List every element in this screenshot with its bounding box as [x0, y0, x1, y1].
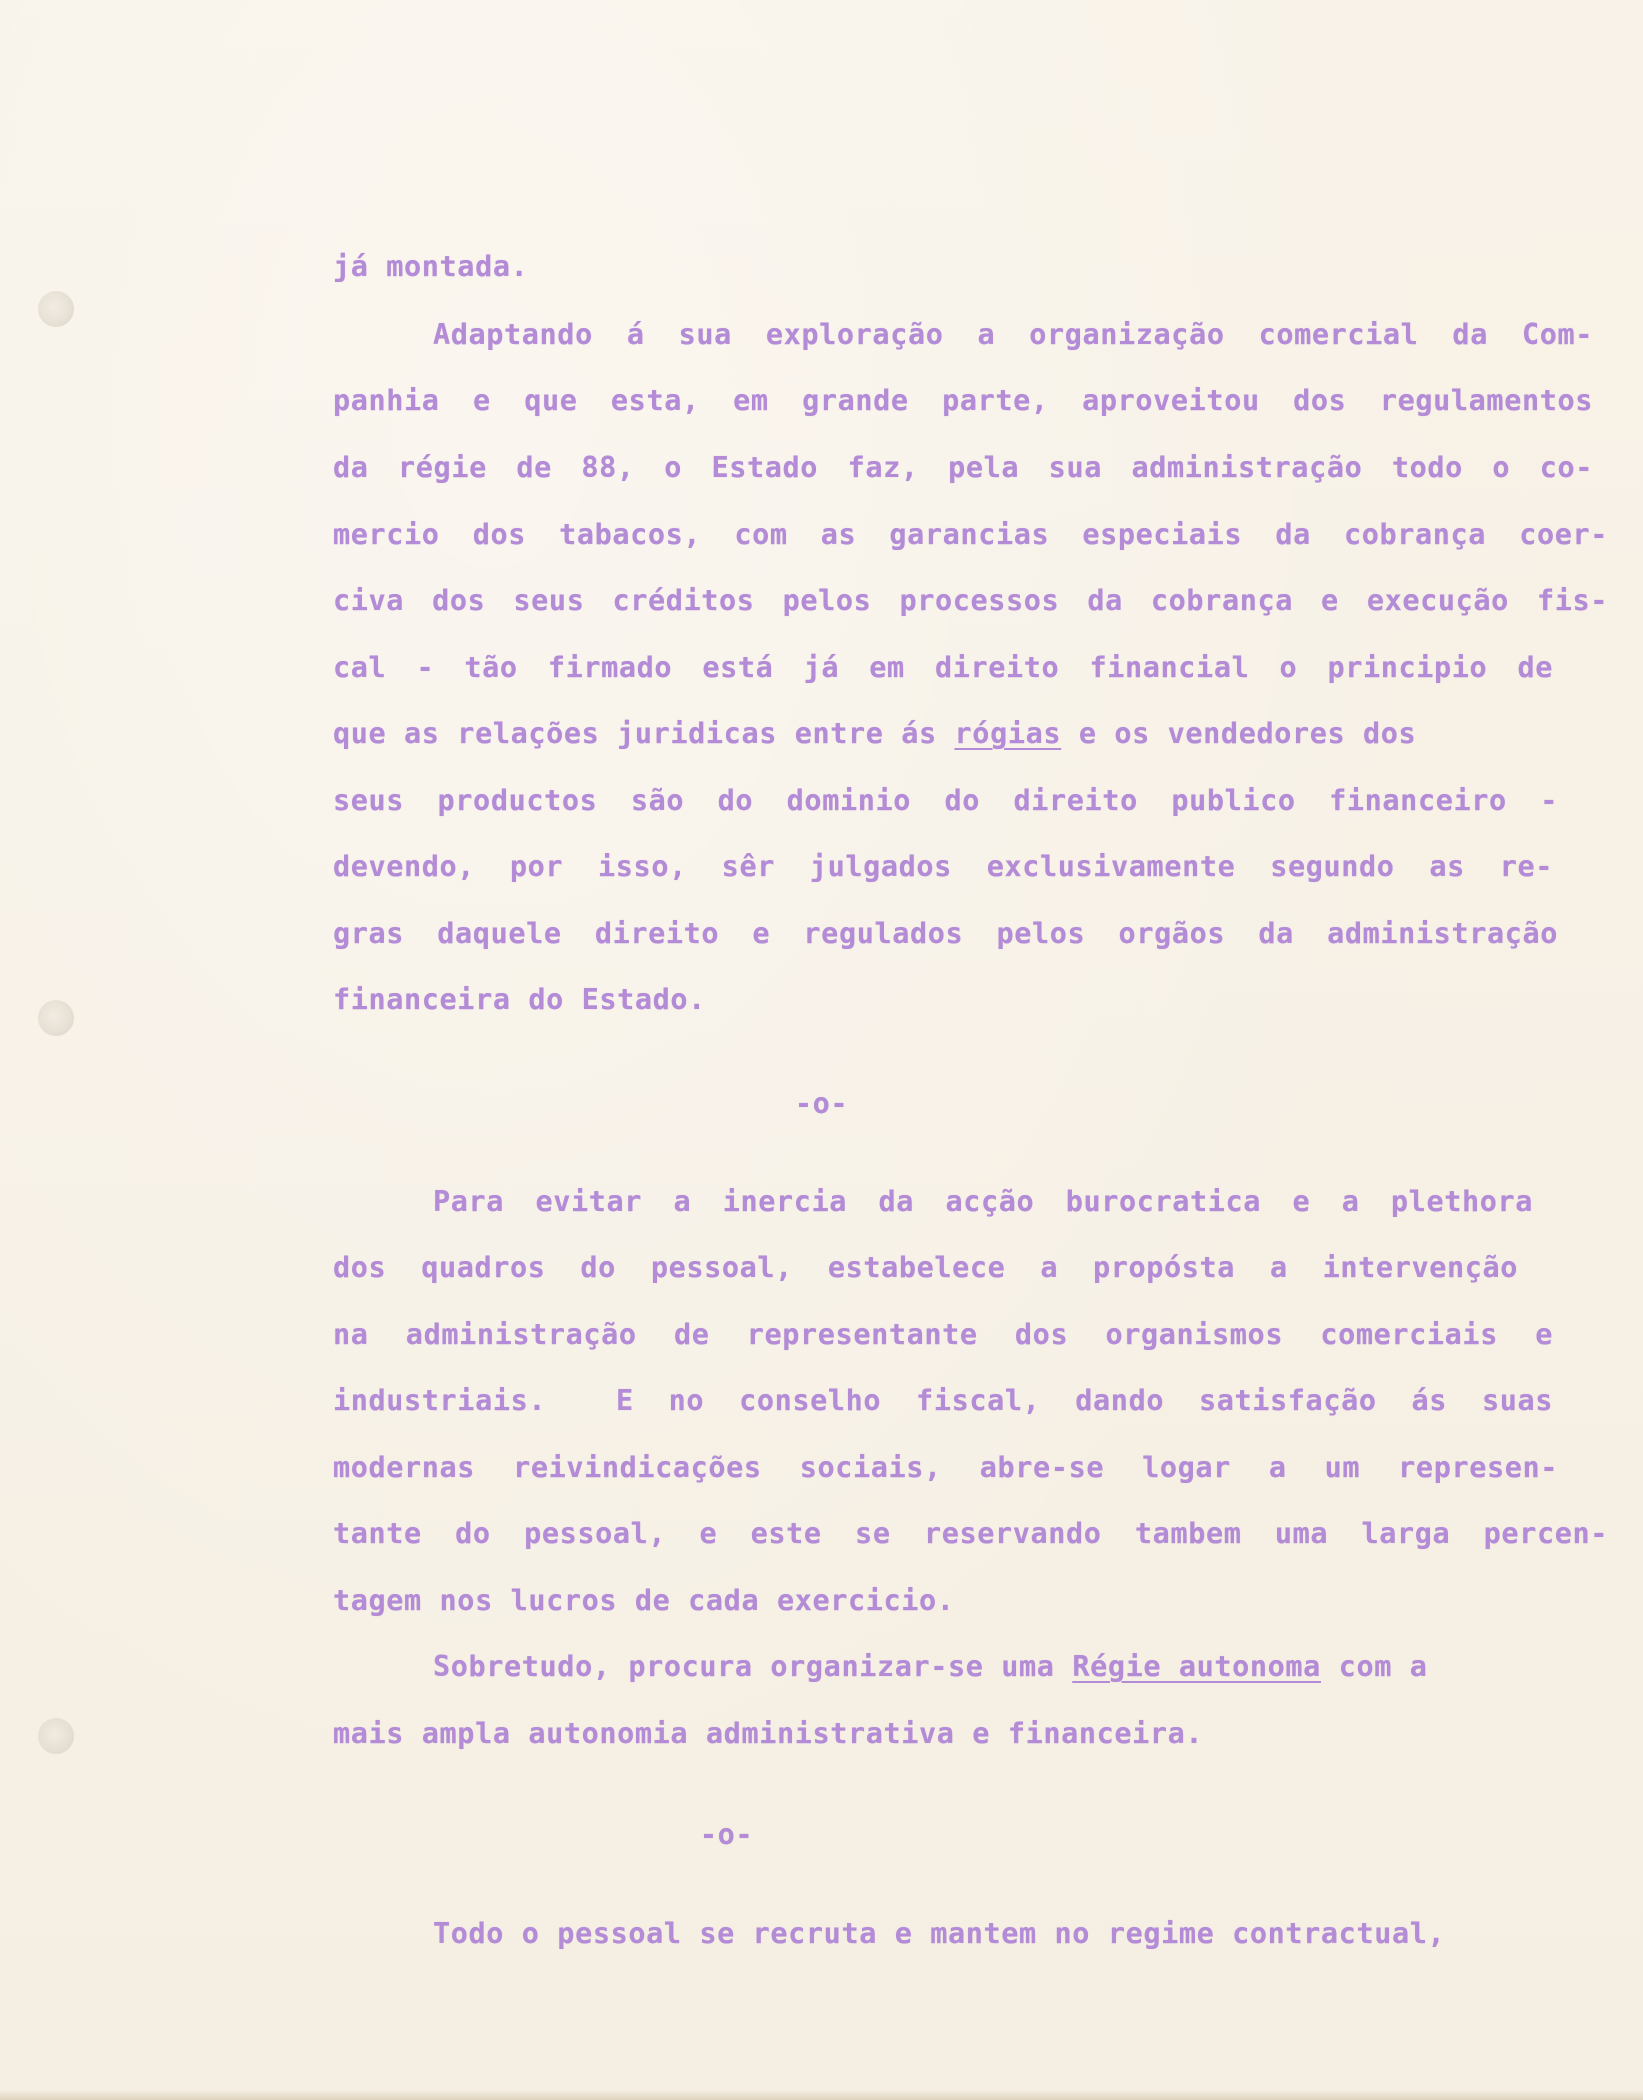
paper-edge — [0, 2090, 1643, 2100]
text-line: devendo, por isso, sêr julgados exclusivamente segundo as re- — [333, 850, 1553, 883]
text-line: civa dos seus créditos pelos processos da cobrança e execução fis- — [333, 584, 1608, 617]
text-line: já montada. — [333, 250, 529, 283]
text-line: industriais. E no conselho fiscal, dando satisfação ás suas — [333, 1384, 1553, 1417]
text-segment: Sobretudo, procura organizar-se uma — [433, 1650, 1073, 1683]
text-line: modernas reivindicações sociais, abre-se logar a um represen- — [333, 1451, 1558, 1484]
section-separator: -o- — [794, 1087, 849, 1120]
punch-hole — [38, 1718, 74, 1754]
text-line: na administração de representante dos organismos comerciais e — [333, 1318, 1553, 1351]
text-line: dos quadros do pessoal, estabelece a propósta a intervenção — [333, 1251, 1518, 1284]
text-line: mercio dos tabacos, com as garancias especiais da cobrança coer- — [333, 518, 1608, 551]
text-line: mais ampla autonomia administrativa e financeira. — [333, 1717, 1204, 1750]
text-line — [433, 1650, 1643, 1684]
text-line: Todo o pessoal se recruta e mantem no regime contractual, — [433, 1917, 1446, 1950]
punch-hole — [38, 291, 74, 327]
text-line: tante do pessoal, e este se reservando tambem uma larga percen- — [333, 1517, 1608, 1550]
text-line: Adaptando á sua exploração a organização comercial da Com- — [433, 318, 1593, 351]
text-line: tagem nos lucros de cada exercicio. — [333, 1584, 955, 1617]
text-line: gras daquele direito e regulados pelos orgãos da administração — [333, 917, 1558, 950]
text-line: Para evitar a inercia da acção burocratica e a plethora — [433, 1185, 1533, 1218]
text-line: seus productos são do dominio do direito publico financeiro - — [333, 784, 1558, 817]
text-line: panhia e que esta, em grande parte, aproveitou dos regulamentos — [333, 384, 1593, 417]
text-line: da régie de 88, o Estado faz, pela sua administração todo o co- — [333, 451, 1593, 484]
underlined-word: rógias — [954, 717, 1062, 750]
text-segment: com a — [1320, 1650, 1428, 1683]
section-separator: -o- — [699, 1818, 754, 1851]
text-line: financeira do Estado. — [333, 983, 706, 1016]
text-segment: que as relações juridicas entre ás — [333, 717, 955, 750]
text-line — [333, 717, 1593, 751]
text-line: cal - tão firmado está já em direito financial o principio de — [333, 651, 1553, 684]
punch-hole — [38, 1000, 74, 1036]
text-segment: e os vendedores dos — [1061, 717, 1417, 750]
underlined-phrase: Régie autonoma — [1072, 1650, 1321, 1683]
